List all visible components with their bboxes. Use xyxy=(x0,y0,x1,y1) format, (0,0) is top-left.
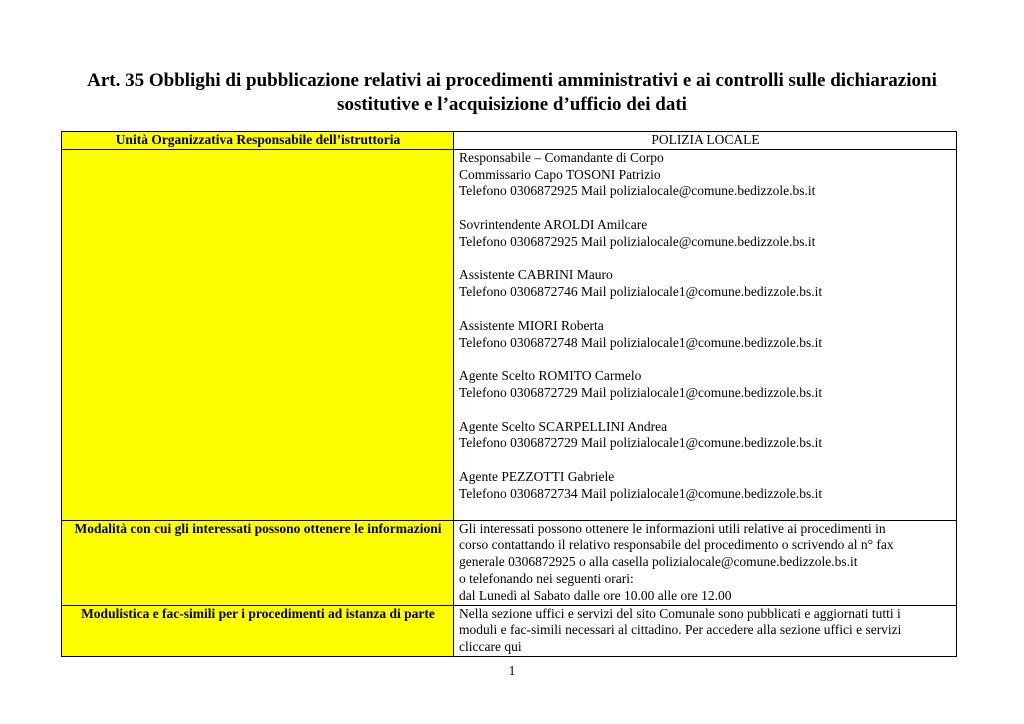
contacts-cell xyxy=(454,149,957,520)
contact-name: Assistente CABRINI Mauro xyxy=(459,267,613,283)
modalita-line: dal Lunedì al Sabato dalle ore 10.00 alle ore 12.00 xyxy=(459,587,732,603)
table-row xyxy=(62,605,957,656)
contact-phone-mail: Telefono 0306872746 Mail polizialocale1@comune.bedizzole.bs.it xyxy=(459,284,823,300)
table-row xyxy=(62,520,957,605)
modalita-line: generale 0306872925 o alla casella polizialocale@comune.bedizzole.bs.it xyxy=(459,554,858,570)
table-row xyxy=(62,149,957,520)
modalita-value-cell xyxy=(454,520,957,605)
contact-phone-mail: Telefono 0306872729 Mail polizialocale1@comune.bedizzole.bs.it xyxy=(459,384,823,400)
contact-name: Commissario Capo TOSONI Patrizio xyxy=(459,166,661,182)
title-line-2: sostitutive e l’acquisizione d’ufficio dei dati xyxy=(337,94,687,115)
contact-block xyxy=(459,368,952,402)
contact-name: Sovrintendente AROLDI Amilcare xyxy=(459,216,648,232)
table-row xyxy=(62,132,957,150)
page-number: 1 xyxy=(508,663,516,678)
contact-block xyxy=(459,469,952,503)
contact-block xyxy=(459,318,952,352)
modalita-line: Gli interessati possono ottenere le informazioni utili relative ai procedimenti in xyxy=(459,520,886,536)
modulistica-label-cell: Modulistica e fac-simili per i procedimenti ad istanza di parte xyxy=(62,605,454,656)
document-title xyxy=(40,69,984,117)
contact-block xyxy=(459,150,952,200)
contact-block xyxy=(459,217,952,251)
contact-name: Agente Scelto ROMITO Carmelo xyxy=(459,368,642,384)
contact-name: Agente PEZZOTTI Gabriele xyxy=(459,468,615,484)
modulistica-link[interactable]: cliccare qui xyxy=(459,639,522,655)
procedures-table xyxy=(61,131,957,657)
contact-role: Responsabile – Comandante di Corpo xyxy=(459,149,664,165)
contact-name: Assistente MIORI Roberta xyxy=(459,317,604,333)
modalita-line: corso contattando il relativo responsabile del procedimento o scrivendo al n° fax xyxy=(459,537,894,553)
contact-phone-mail: Telefono 0306872925 Mail polizialocale@comune.bedizzole.bs.it xyxy=(459,233,816,249)
contacts-empty-label-cell xyxy=(62,149,454,520)
contact-block xyxy=(459,419,952,453)
modalita-line: o telefonando nei seguenti orari: xyxy=(459,570,634,586)
modulistica-value-cell xyxy=(454,605,957,656)
contact-name: Agente Scelto SCARPELLINI Andrea xyxy=(459,418,668,434)
unit-value-cell: POLIZIA LOCALE xyxy=(454,132,957,150)
modalita-label-cell: Modalità con cui gli interessati possono ottenere le informazioni xyxy=(62,520,454,605)
contact-phone-mail: Telefono 0306872734 Mail polizialocale1@comune.bedizzole.bs.it xyxy=(459,485,823,501)
unit-label-cell: Unità Organizzativa Responsabile dell’istruttoria xyxy=(62,132,454,150)
contact-block xyxy=(459,267,952,301)
contact-phone-mail: Telefono 0306872925 Mail polizialocale@comune.bedizzole.bs.it xyxy=(459,183,816,199)
contact-phone-mail: Telefono 0306872729 Mail polizialocale1@comune.bedizzole.bs.it xyxy=(459,435,823,451)
contact-phone-mail: Telefono 0306872748 Mail polizialocale1@comune.bedizzole.bs.it xyxy=(459,334,823,350)
title-line-1: Art. 35 Obblighi di pubblicazione relativi ai procedimenti amministrativi e ai controlli sulle dichiarazioni xyxy=(87,70,937,91)
modulistica-line: Nella sezione uffici e servizi del sito Comunale sono pubblicati e aggiornati tutti i xyxy=(459,605,901,621)
modulistica-line: moduli e fac-simili necessari al cittadino. Per accedere alla sezione uffici e servizi xyxy=(459,622,902,638)
